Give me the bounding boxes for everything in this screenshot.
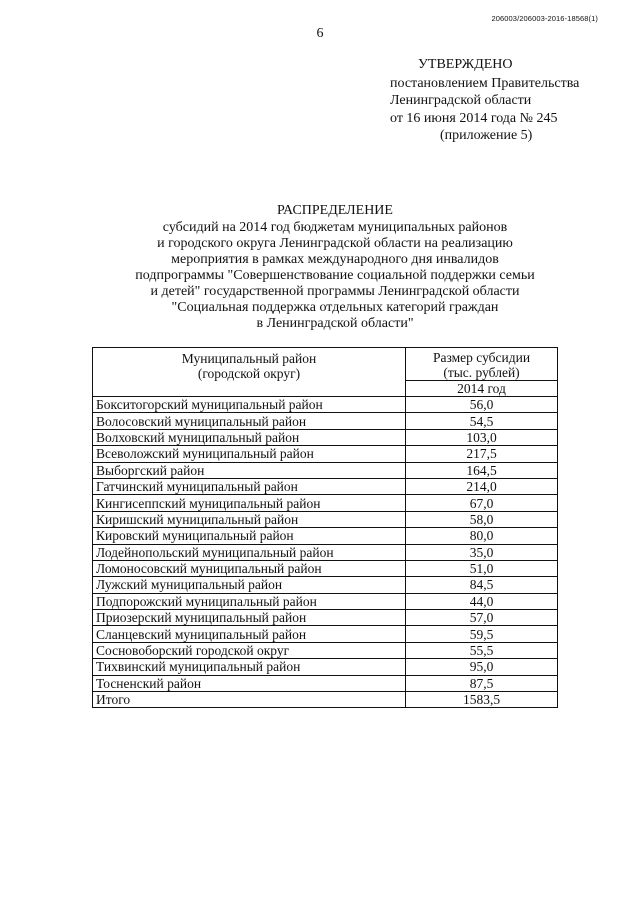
district-name: Бокситогорский муниципальный район (93, 397, 406, 413)
subsidy-amount: 56,0 (406, 397, 558, 413)
table-row (93, 429, 558, 445)
subsidy-amount: 55,5 (406, 642, 558, 658)
title-line: и детей" государственной программы Ленинградской области (150, 284, 520, 299)
table-row (93, 642, 558, 658)
table-row (93, 413, 558, 429)
total-amount: 1583,5 (406, 692, 558, 708)
district-name: Лужский муниципальный район (93, 577, 406, 593)
table-total-row (93, 692, 558, 708)
subsidy-amount: 87,5 (406, 675, 558, 691)
approval-line: (приложение 5) (440, 128, 533, 143)
subsidy-amount: 59,5 (406, 626, 558, 642)
column-header-district (93, 348, 406, 397)
subsidy-amount: 95,0 (406, 659, 558, 675)
table-header-row (93, 348, 558, 381)
district-name: Кингисеппский муниципальный район (93, 495, 406, 511)
approval-line: Ленинградской области (390, 93, 532, 108)
district-name: Подпорожский муниципальный район (93, 593, 406, 609)
district-name: Волосовский муниципальный район (93, 413, 406, 429)
table-row (93, 626, 558, 642)
district-name: Ломоносовский муниципальный район (93, 560, 406, 576)
table-row (93, 659, 558, 675)
table-row (93, 397, 558, 413)
column-header-district-line: (городской округ) (197, 366, 301, 381)
district-name: Киришский муниципальный район (93, 511, 406, 527)
table-row (93, 462, 558, 478)
approval-line: постановлением Правительства (390, 75, 580, 91)
column-header-year: 2014 год (406, 381, 558, 397)
subsidy-amount: 103,0 (406, 429, 558, 445)
district-name: Приозерский муниципальный район (93, 610, 406, 626)
approval-line: от 16 июня 2014 года № 245 (390, 110, 558, 126)
page-number: 6 (316, 26, 324, 41)
subsidy-amount: 57,0 (406, 610, 558, 626)
column-header-district-line: Муниципальный район (181, 351, 317, 366)
district-name: Тихвинский муниципальный район (93, 659, 406, 675)
column-header-amount-line: (тыс. рублей) (443, 365, 520, 380)
district-name: Лодейнопольский муниципальный район (93, 544, 406, 560)
title-line: подпрограммы "Совершенствование социальной поддержки семьи (135, 268, 535, 283)
district-name: Всеволожский муниципальный район (93, 446, 406, 462)
subsidy-amount: 67,0 (406, 495, 558, 511)
table-row (93, 610, 558, 626)
table-row (93, 511, 558, 527)
district-name: Сосновоборский городской округ (93, 642, 406, 658)
district-name: Тосненский район (93, 675, 406, 691)
table-row (93, 446, 558, 462)
title-line: "Социальная поддержка отдельных категорий граждан (171, 300, 499, 315)
column-header-amount (406, 348, 558, 381)
approval-heading: УТВЕРЖДЕНО (418, 57, 513, 72)
column-header-amount-line: Размер субсидии (432, 350, 531, 365)
subsidy-amount: 214,0 (406, 478, 558, 494)
title-line: и городского округа Ленинградской области на реализацию (157, 236, 513, 251)
district-name: Кировский муниципальный район (93, 528, 406, 544)
district-name: Волховский муниципальный район (93, 429, 406, 445)
table-row (93, 560, 558, 576)
document-title: РАСПРЕДЕЛЕНИЕ (277, 203, 393, 218)
title-line: мероприятия в рамках международного дня инвалидов (171, 252, 499, 267)
subsidy-amount: 51,0 (406, 560, 558, 576)
title-line: субсидий на 2014 год бюджетам муниципальных районов (162, 220, 508, 235)
subsidy-amount: 44,0 (406, 593, 558, 609)
subsidy-amount: 84,5 (406, 577, 558, 593)
total-label: Итого (93, 692, 406, 708)
subsidy-amount: 35,0 (406, 544, 558, 560)
subsidy-amount: 80,0 (406, 528, 558, 544)
subsidy-amount: 58,0 (406, 511, 558, 527)
document-id: 206003/206003-2016-18568(1) (491, 14, 598, 23)
table-row (93, 528, 558, 544)
table-row (93, 675, 558, 691)
subsidy-amount: 217,5 (406, 446, 558, 462)
subsidy-amount: 164,5 (406, 462, 558, 478)
approval-block (390, 56, 600, 145)
table-row (93, 544, 558, 560)
table-row (93, 495, 558, 511)
subsidy-amount: 54,5 (406, 413, 558, 429)
table-row (93, 593, 558, 609)
table-row (93, 478, 558, 494)
table-row (93, 577, 558, 593)
district-name: Сланцевский муниципальный район (93, 626, 406, 642)
district-name: Выборгский район (93, 462, 406, 478)
subsidy-table (92, 347, 558, 708)
title-line: в Ленинградской области" (256, 316, 414, 331)
district-name: Гатчинский муниципальный район (93, 478, 406, 494)
distribution-title-block (110, 203, 560, 332)
